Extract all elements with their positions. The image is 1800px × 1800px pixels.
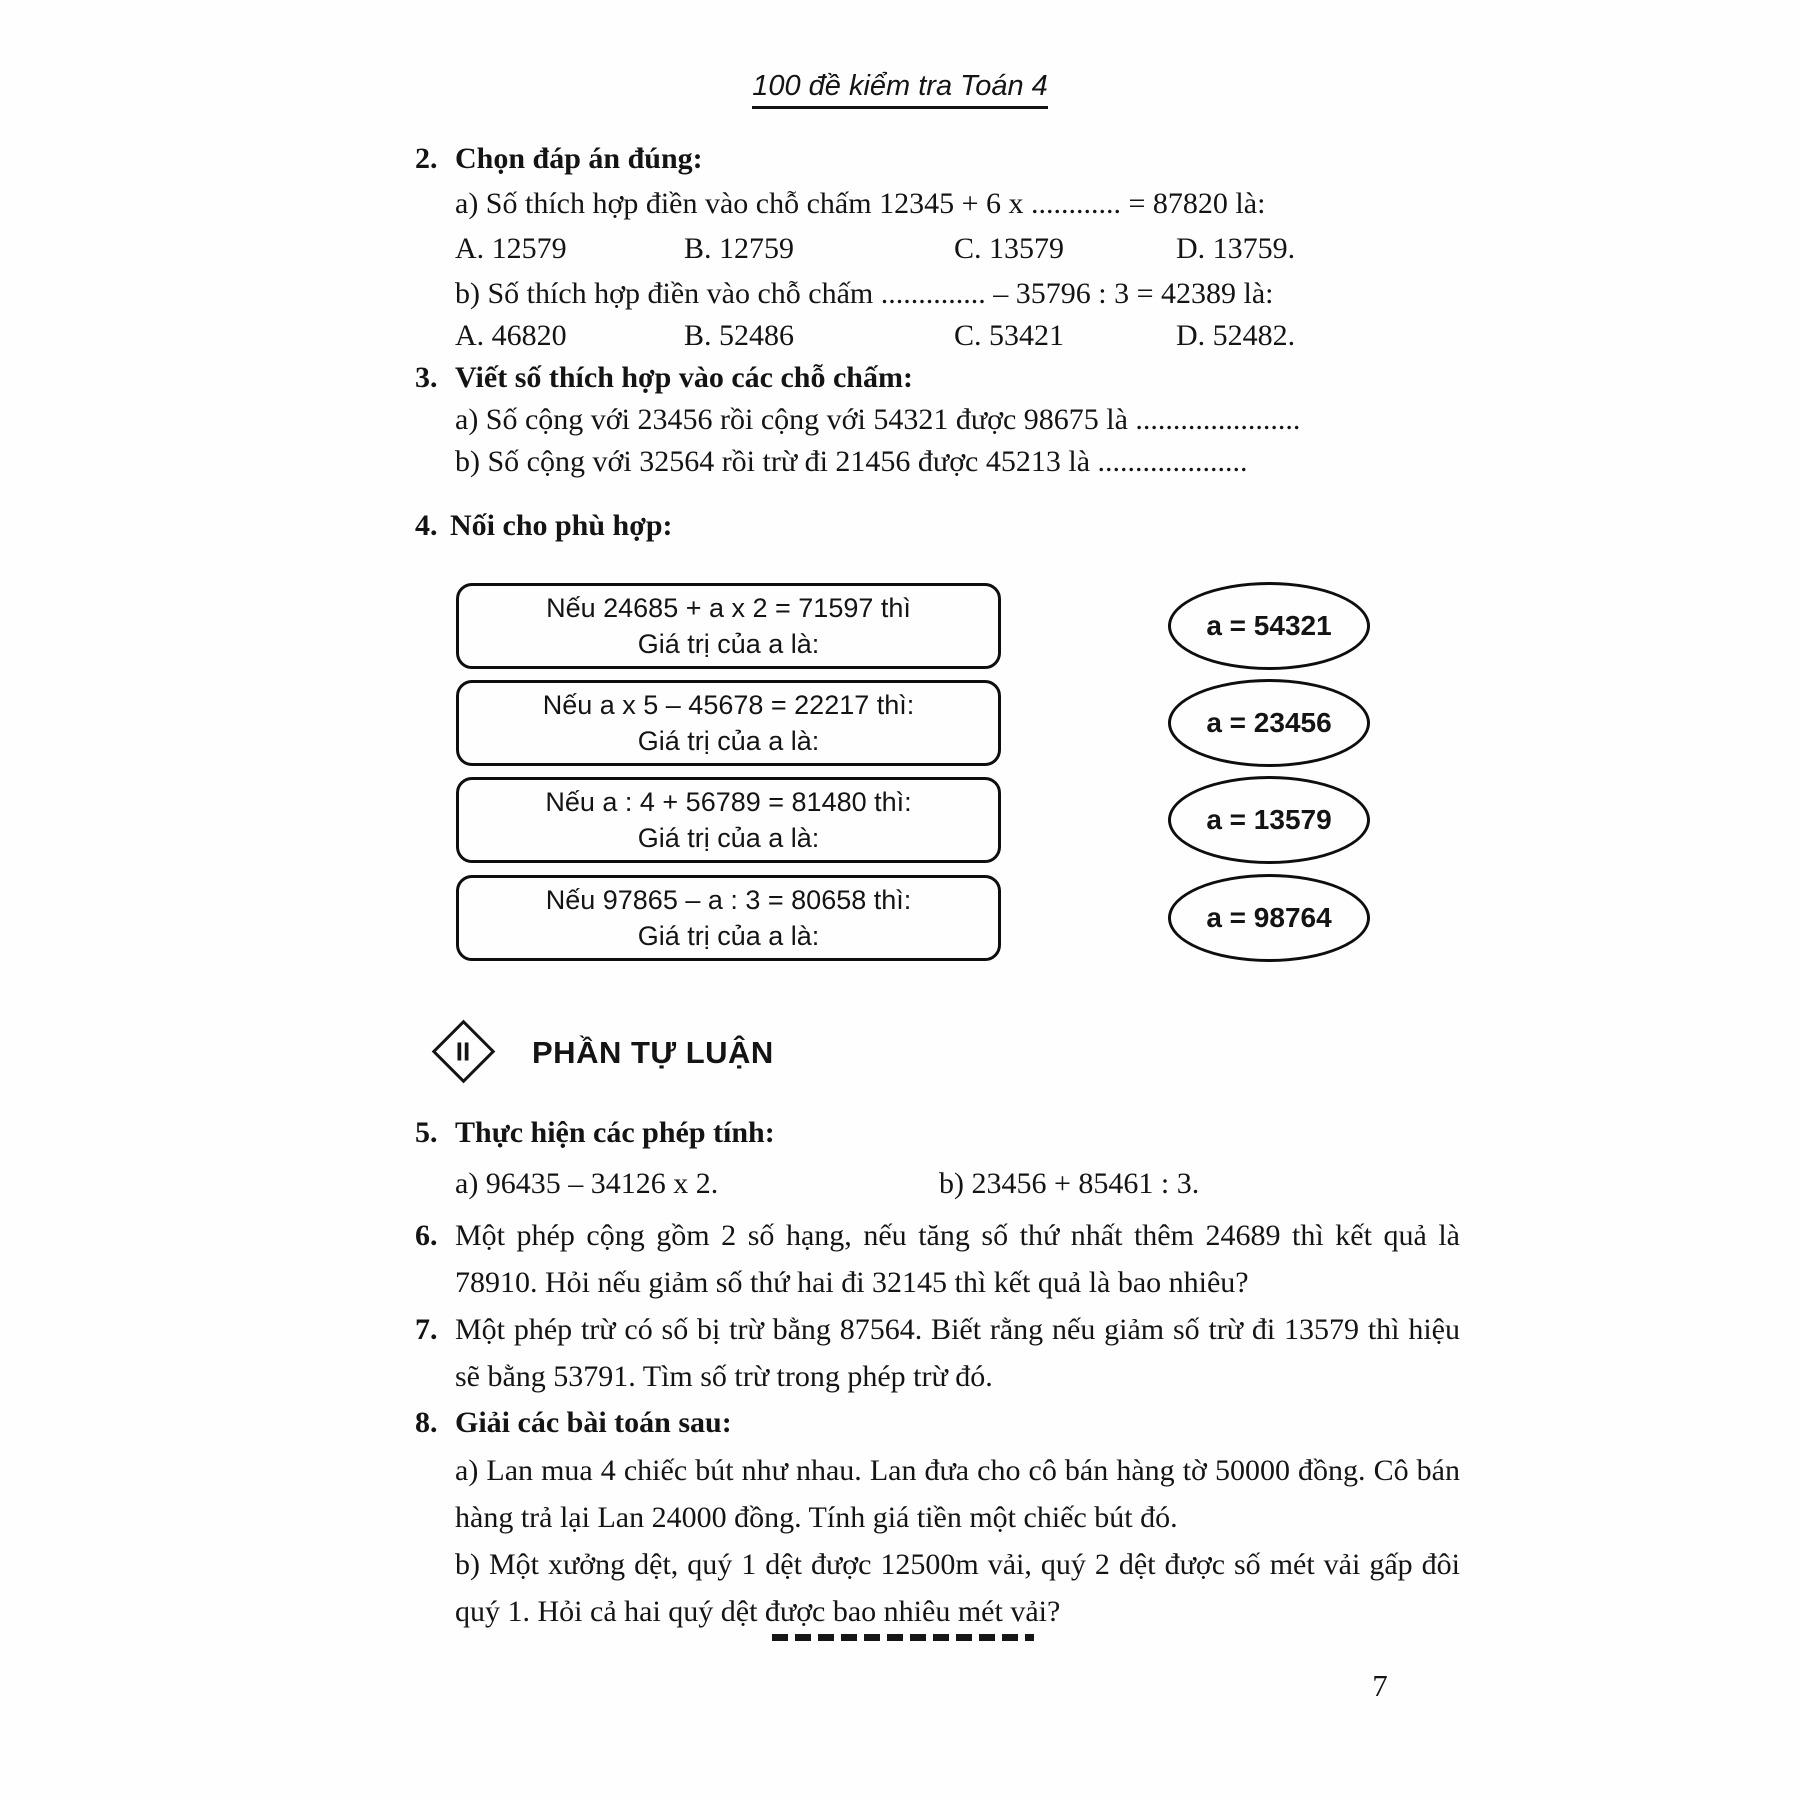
match-box-3: [456, 777, 1001, 863]
question-4-number: 4.: [415, 509, 438, 542]
section-2-title: PHẦN TỰ LUẬN: [532, 1035, 774, 1070]
match-box-4-prompt: Giá trị của a là:: [637, 920, 820, 951]
question-8b-text: b) Một xưởng dệt, quý 1 dệt được 12500m vải, quý 2 dệt được số mét vải gấp đôi quý 1. Hỏi cả hai quý dệt được bao nhiêu mét vải?: [455, 1548, 1460, 1628]
match-answer-4-label: a = 98764: [1206, 902, 1332, 933]
match-box-1: [456, 583, 1001, 669]
question-5b-line: b) 23456 + 85461 : 3.: [939, 1167, 1200, 1200]
match-box-2: [456, 680, 1001, 766]
match-box-1-condition: Nếu 24685 + a x 2 = 71597 thì: [546, 592, 911, 623]
choice-d: D. 13759.: [1176, 232, 1296, 265]
match-answer-4: [1168, 874, 1370, 962]
question-2b-line: b) Số thích hợp điền vào chỗ chấm .............. – 35796 : 3 = 42389 là:: [455, 277, 1274, 310]
question-6-number: 6.: [415, 1219, 438, 1252]
question-3-number: 3.: [415, 361, 438, 394]
match-box-4-condition: Nếu 97865 – a : 3 = 80658 thì:: [545, 884, 912, 915]
match-answer-1-label: a = 54321: [1206, 610, 1332, 641]
question-2-title: [415, 141, 703, 177]
question-8-title: [415, 1405, 732, 1441]
question-8a-text: a) Lan mua 4 chiếc bút như nhau. Lan đưa cho cô bán hàng tờ 50000 đồng. Cô bán hàng trả lại Lan 24000 đồng. Tính giá tiền một chiếc bút đó.: [455, 1454, 1460, 1534]
question-5-parts: [455, 1166, 1460, 1202]
question-8-title-text: Giải các bài toán sau:: [455, 1406, 732, 1439]
question-2-number: 2.: [415, 142, 438, 175]
match-box-4: [456, 875, 1001, 961]
choice-a: A. 46820: [455, 319, 567, 352]
question-5-title: [415, 1115, 775, 1151]
match-answer-1: [1168, 582, 1370, 670]
question-4-title: [415, 508, 673, 544]
question-5-number: 5.: [415, 1116, 438, 1149]
question-5-title-text: Thực hiện các phép tính:: [455, 1116, 775, 1149]
question-3-title-text: Viết số thích hợp vào các chỗ chấm:: [455, 361, 913, 394]
choice-b: B. 12759: [684, 232, 795, 265]
page-number: 7: [1372, 1668, 1388, 1703]
choice-d: D. 52482.: [1176, 319, 1296, 352]
book-title: 100 đề kiểm tra Toán 4: [752, 70, 1048, 109]
question-4-title-text: Nối cho phù hợp:: [450, 509, 673, 542]
match-box-3-prompt: Giá trị của a là:: [637, 822, 820, 853]
running-head: [0, 70, 1800, 103]
question-3-title: [415, 360, 913, 396]
question-3b-line: b) Số cộng với 32564 rồi trừ đi 21456 được 45213 là ....................: [455, 445, 1248, 478]
choice-a: A. 12579: [455, 232, 567, 265]
question-3a-line: a) Số cộng với 23456 rồi cộng với 54321 được 98675 là ......................: [455, 403, 1301, 436]
section-2-badge: [432, 1020, 496, 1084]
match-box-2-prompt: Giá trị của a là:: [637, 725, 820, 756]
question-6-text: Một phép cộng gồm 2 số hạng, nếu tăng số thứ nhất thêm 24689 thì kết quả là 78910. Hỏi nếu giảm số thứ hai đi 32145 thì kết quả là bao nhiêu?: [455, 1219, 1460, 1299]
choice-c: C. 13579: [954, 232, 1065, 265]
question-7: [415, 1306, 1460, 1400]
question-7-text: Một phép trừ có số bị trừ bằng 87564. Biết rằng nếu giảm số trừ đi 13579 thì hiệu sẽ bằng 53791. Tìm số trừ trong phép trừ đó.: [455, 1313, 1460, 1393]
question-8-number: 8.: [415, 1406, 438, 1439]
question-5a-line: a) 96435 – 34126 x 2.: [455, 1167, 719, 1200]
choice-c: C. 53421: [954, 319, 1065, 352]
match-box-2-condition: Nếu a x 5 – 45678 = 22217 thì:: [542, 689, 915, 720]
section-divider: [772, 1634, 1034, 1641]
section-2-badge-label: II: [456, 1036, 471, 1067]
question-2a-line: a) Số thích hợp điền vào chỗ chấm 12345 + 6 x ............ = 87820 là:: [455, 187, 1266, 220]
match-box-3-condition: Nếu a : 4 + 56789 = 81480 thì:: [545, 786, 912, 817]
match-answer-3-label: a = 13579: [1206, 804, 1332, 835]
match-box-1-prompt: Giá trị của a là:: [637, 628, 820, 659]
question-2-title-text: Chọn đáp án đúng:: [455, 142, 703, 175]
match-answer-3: [1168, 776, 1370, 864]
choice-b: B. 52486: [684, 319, 795, 352]
question-7-number: 7.: [415, 1313, 438, 1346]
question-6: [415, 1212, 1460, 1306]
match-answer-2-label: a = 23456: [1206, 707, 1332, 738]
match-answer-2: [1168, 679, 1370, 767]
